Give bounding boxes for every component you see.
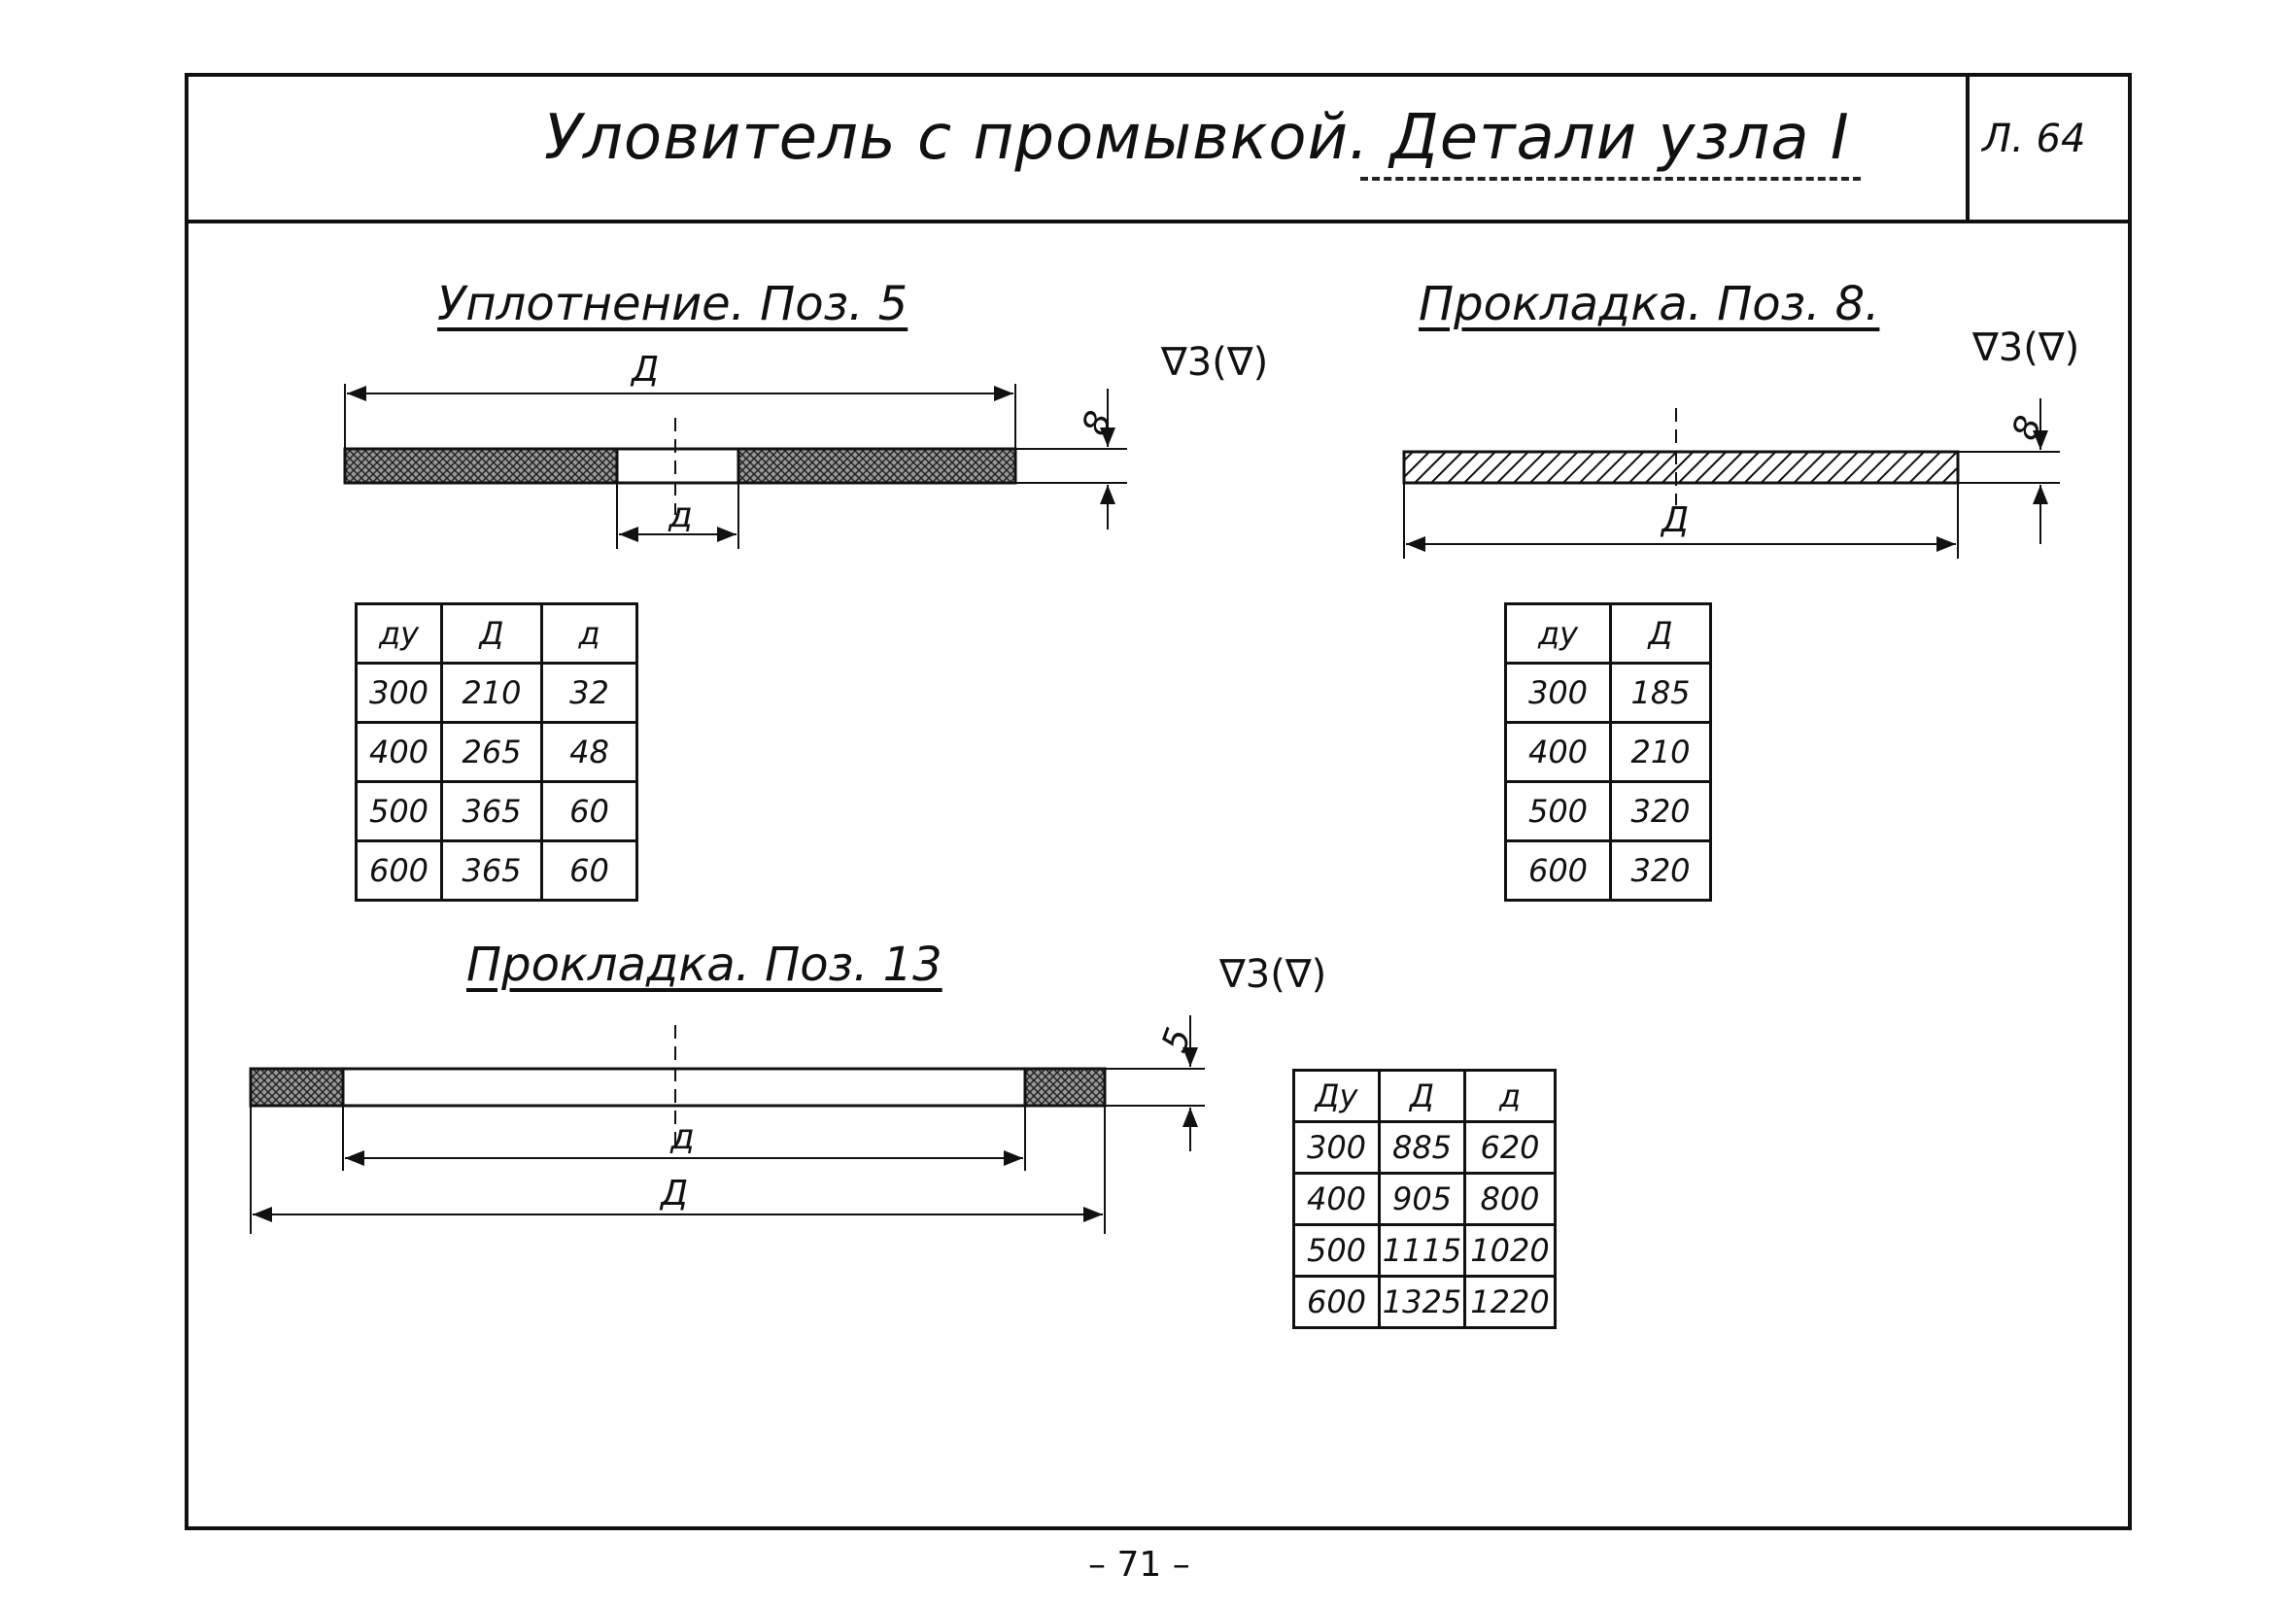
heading-pos5: Уплотнение. Поз. 5 [437,277,908,331]
table-cell: 500 [357,782,442,841]
table-cell: 265 [442,723,542,782]
table-cell: 620 [1465,1122,1556,1174]
table-header-cell: ду [357,604,442,664]
dim-outer-pos13: Д [661,1174,689,1214]
table-cell: 300 [1506,664,1611,723]
table-row [1506,841,1711,901]
dim-thickness-pos13: 5 [1154,1022,1200,1058]
dim-inner-pos5: д [668,496,693,535]
table-header-cell: Д [1611,604,1711,664]
table-header-row [357,604,637,664]
table-cell: 600 [1506,841,1611,901]
table-cell: 365 [442,841,542,901]
table-header-cell: Д [442,604,542,664]
table-cell: 300 [357,664,442,723]
table-cell: 1220 [1465,1277,1556,1328]
sheet-number: Л. 64 [1982,117,2086,161]
seal-pos5-drawing [345,384,1127,549]
table-row [357,782,637,841]
gasket-pos8-drawing [1404,398,2060,559]
page-title: Уловитель с промывкой. Детали узла I [544,102,1850,174]
table-row [1294,1122,1556,1174]
roughness-pos13: ∇3(∇) [1219,952,1327,997]
table-pos8 [1504,602,1712,902]
dim-thickness-pos5: 8 [1075,405,1120,441]
table-cell: 1020 [1465,1225,1556,1277]
table-row [1294,1277,1556,1328]
table-cell: 60 [542,841,637,901]
dim-inner-pos13: д [670,1117,695,1157]
table-cell: 500 [1506,782,1611,841]
table-cell: 800 [1465,1174,1556,1225]
table-row [357,841,637,901]
gasket-pos13-drawing [251,1015,1205,1234]
table-header-row [1294,1071,1556,1122]
table-cell: 600 [1294,1277,1380,1328]
table-header-cell: Ду [1294,1071,1380,1122]
table-row [1506,782,1711,841]
heading-pos8: Прокладка. Поз. 8. [1419,277,1880,331]
table-row [1294,1174,1556,1225]
table-header-cell: ду [1506,604,1611,664]
table-header-cell: д [542,604,637,664]
table-cell: 185 [1611,664,1711,723]
table-row [1506,723,1711,782]
table-cell: 48 [542,723,637,782]
table-cell: 32 [542,664,637,723]
table-cell: 210 [1611,723,1711,782]
table-cell: 1325 [1380,1277,1465,1328]
roughness-pos5: ∇3(∇) [1161,340,1269,385]
dim-outer-pos5: Д [632,350,660,390]
table-row [1294,1225,1556,1277]
table-cell: 1115 [1380,1225,1465,1277]
heading-pos13: Прокладка. Поз. 13 [466,938,942,992]
roughness-pos8: ∇3(∇) [1972,325,2080,370]
table-cell: 500 [1294,1225,1380,1277]
table-cell: 320 [1611,841,1711,901]
table-row [357,664,637,723]
table-header-cell: д [1465,1071,1556,1122]
table-cell: 400 [1294,1174,1380,1225]
table-cell: 400 [1506,723,1611,782]
table-header-cell: Д [1380,1071,1465,1122]
table-cell: 885 [1380,1122,1465,1174]
table-cell: 365 [442,782,542,841]
table-row [357,723,637,782]
table-cell: 320 [1611,782,1711,841]
page-number: – 71 – [1088,1545,1190,1585]
dim-outer-pos8: Д [1662,500,1690,540]
table-cell: 400 [357,723,442,782]
table-pos5 [355,602,638,902]
table-cell: 60 [542,782,637,841]
table-cell: 905 [1380,1174,1465,1225]
table-pos13 [1292,1069,1557,1329]
table-cell: 600 [357,841,442,901]
table-header-row [1506,604,1711,664]
dim-thickness-pos8: 8 [2005,410,2050,446]
table-row [1506,664,1711,723]
table-cell: 210 [442,664,542,723]
table-cell: 300 [1294,1122,1380,1174]
